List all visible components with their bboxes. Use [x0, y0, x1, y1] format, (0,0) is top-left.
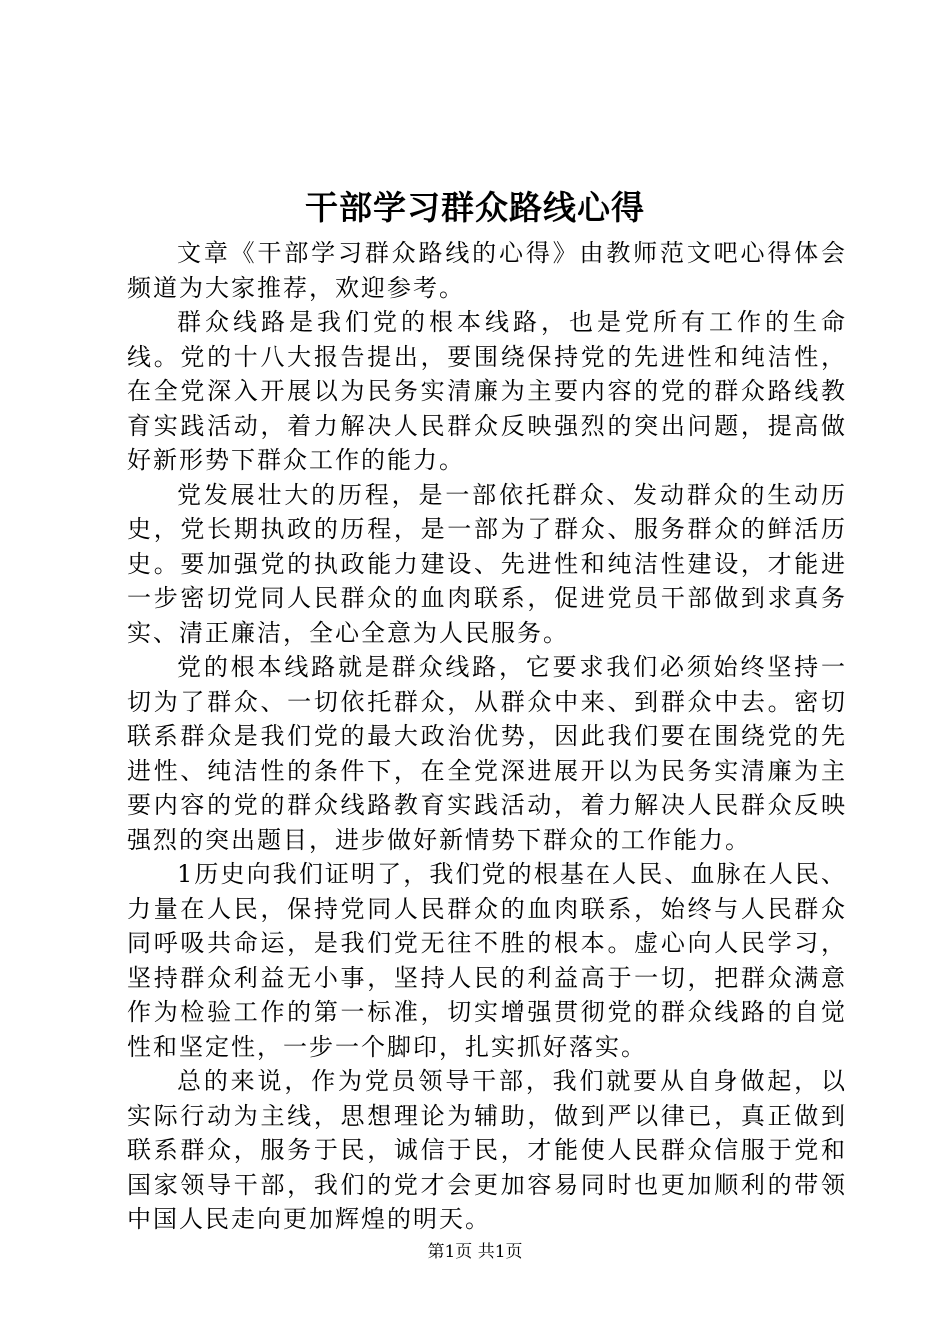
paragraph: 总的来说，作为党员领导干部，我们就要从自身做起，以实际行动为主线，思想理论为辅助，做到严以律已，真正做到联系群众，服务于民，诚信于民，才能使人民群众信服于党和国家领导干部，我们的党才会更加容易同时也更加顺利的带领中国人民走向更加辉煌的明天。 [127, 1067, 847, 1233]
paragraph: 群众线路是我们党的根本线路，也是党所有工作的生命线。党的十八大报告提出，要围绕保持党的先进性和纯洁性，在全党深入开展以为民务实清廉为主要内容的党的群众路线教育实践活动，着力解决人民群众反映强烈的突出问题，提高做好新形势下群众工作的能力。 [127, 308, 847, 474]
page-footer: 第1页 共1页 [427, 1242, 523, 1262]
paragraph: 党发展壮大的历程，是一部依托群众、发动群众的生动历史，党长期执政的历程，是一部为了群众、服务群众的鲜活历史。要加强党的执政能力建设、先进性和纯洁性建设，才能进一步密切党同人民群众的血肉联系，促进党员干部做到求真务实、清正廉洁，全心全意为人民服务。 [127, 480, 847, 647]
document-body [127, 236, 847, 1237]
paragraph-intro: 文章《干部学习群众路线的心得》由教师范文吧心得体会频道为大家推荐，欢迎参考。 [127, 239, 847, 302]
paragraph: 1历史向我们证明了，我们党的根基在人民、血脉在人民、力量在人民，保持党同人民群众的血肉联系，始终与人民群众同呼吸共命运，是我们党无往不胜的根本。虚心向人民学习，坚持群众利益无小事，坚持人民的利益高于一切，把群众满意作为检验工作的第一标准，切实增强贯彻党的群众线路的自觉性和坚定性，一步一个脚印，扎实抓好落实。 [127, 860, 847, 1061]
document-title: 干部学习群众路线心得 [305, 188, 645, 227]
paragraph: 党的根本线路就是群众线路，它要求我们必须始终坚持一切为了群众、一切依托群众，从群众中来、到群众中去。密切联系群众是我们党的最大政治优势，因此我们要在围绕党的先进性、纯洁性的条件下，在全党深进展开以为民务实清廉为主要内容的党的群众线路教育实践活动，着力解决人民群众反映强烈的突出题目，进步做好新情势下群众的工作能力。 [127, 653, 847, 854]
